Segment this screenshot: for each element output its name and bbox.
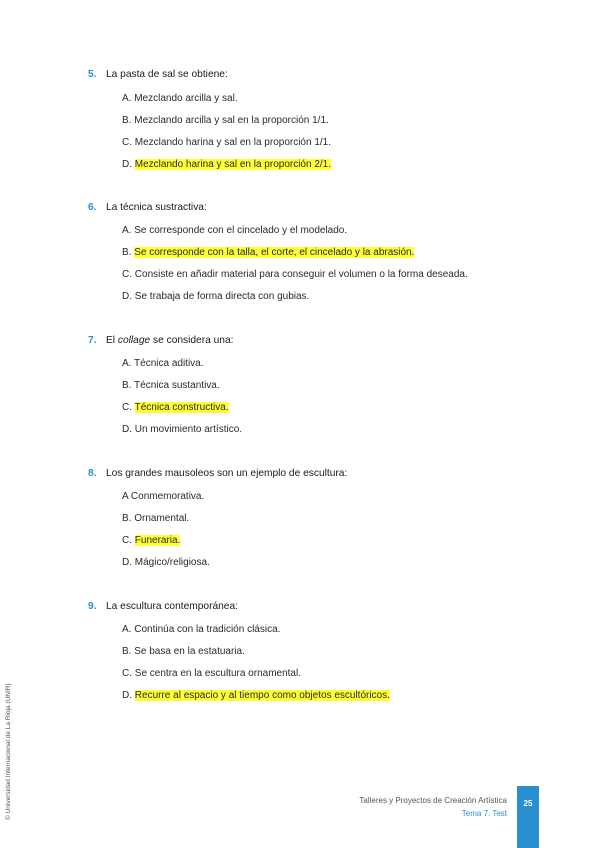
question-6 xyxy=(88,201,558,302)
option-c: C. Técnica constructiva. xyxy=(122,402,229,413)
option-d: D. Se trabaja de forma directa con gubias. xyxy=(122,291,310,302)
option-d: D. Recurre al espacio y al tiempo como objetos escultóricos. xyxy=(122,690,390,701)
option-b-text-highlighted: Se corresponde con la talla, el corte, el cincelado y la abrasión. xyxy=(134,247,415,258)
footer-course-title: Talleres y Proyectos de Creación Artística xyxy=(359,796,507,805)
option-c-text-highlighted: Funeraria. xyxy=(134,535,181,546)
question-number: 9. xyxy=(88,601,97,612)
option-a: A Conmemorativa. xyxy=(122,491,205,502)
option-b: B. Técnica sustantiva. xyxy=(122,380,220,391)
option-c: C. Mezclando harina y sal en la proporción 1/1. xyxy=(122,137,332,148)
question-8 xyxy=(88,467,558,568)
option-a xyxy=(122,92,238,105)
question-8-header xyxy=(88,467,558,481)
question-9 xyxy=(88,600,558,701)
copyright-notice: © Universidad Internacional de La Rioja (UNIR) xyxy=(5,683,12,820)
question-5 xyxy=(88,68,558,170)
page-number: 25 xyxy=(523,799,533,808)
question-number: 6. xyxy=(88,202,97,213)
option-b-text: Mezclando arcilla y sal en la proporción 1/1. xyxy=(134,115,329,126)
option-b: B. Ornamental. xyxy=(122,513,190,524)
option-d: D. Un movimiento artístico. xyxy=(122,424,243,435)
option-d-text-highlighted: Recurre al espacio y al tiempo como objetos escultóricos. xyxy=(134,690,390,701)
question-text: El collage se considera una: xyxy=(106,335,234,346)
footer-topic: Tema 7. Test xyxy=(461,809,507,818)
option-c-text: Consiste en añadir material para conseguir el volumen o la forma deseada. xyxy=(134,269,468,280)
option-b-text: Ornamental. xyxy=(134,513,190,524)
option-a: A. Se corresponde con el cincelado y el modelado. xyxy=(122,225,348,236)
option-b-text: Técnica sustantiva. xyxy=(134,380,220,391)
option-b-text: Se basa en la estatuaria. xyxy=(134,646,245,657)
option-a-text: Continúa con la tradición clásica. xyxy=(134,624,281,635)
question-text: La escultura contemporánea: xyxy=(106,601,238,612)
option-c: C. Se centra en la escultura ornamental. xyxy=(122,668,301,679)
option-c-text: Mezclando harina y sal en la proporción 1/1. xyxy=(134,137,332,148)
option-a-text: Técnica aditiva. xyxy=(134,358,204,369)
question-number: 8. xyxy=(88,468,97,479)
option-d-text: Mágico/religiosa. xyxy=(134,557,210,568)
question-number: 7. xyxy=(88,335,97,346)
page-number-tab xyxy=(517,786,539,848)
option-d-text-highlighted: Mezclando harina y sal en la proporción 2/1. xyxy=(134,159,332,170)
option-b: B. Se basa en la estatuaria. xyxy=(122,646,245,657)
question-6-header xyxy=(88,201,558,215)
italic-term: collage xyxy=(117,335,151,346)
option-d-text: Se trabaja de forma directa con gubias. xyxy=(134,291,310,302)
option-d-text: Un movimiento artístico. xyxy=(134,424,243,435)
option-a-text: Se corresponde con el cincelado y el modelado. xyxy=(134,225,348,236)
question-text: La pasta de sal se obtiene: xyxy=(106,69,228,80)
option-c: C. Consiste en añadir material para conseguir el volumen o la forma deseada. xyxy=(122,269,468,280)
question-text: La técnica sustractiva: xyxy=(106,202,207,213)
option-b: B. Mezclando arcilla y sal en la proporción 1/1. xyxy=(122,115,329,126)
option-a-text: A. Mezclando arcilla y sal. xyxy=(122,93,238,104)
question-text: Los grandes mausoleos son un ejemplo de escultura: xyxy=(106,468,348,479)
option-b: B. Se corresponde con la talla, el corte, el cincelado y la abrasión. xyxy=(122,247,415,258)
option-a-text: Conmemorativa. xyxy=(130,491,205,502)
question-7 xyxy=(88,334,558,435)
question-7-header xyxy=(88,334,558,348)
option-a: A. Técnica aditiva. xyxy=(122,358,204,369)
question-9-header xyxy=(88,600,558,614)
option-c-text: Se centra en la escultura ornamental. xyxy=(134,668,301,679)
question-5-header xyxy=(88,68,558,82)
option-d: D. Mezclando harina y sal en la proporción 2/1. xyxy=(122,159,332,170)
option-d: D. Mágico/religiosa. xyxy=(122,557,210,568)
option-a: A. Continúa con la tradición clásica. xyxy=(122,624,281,635)
option-c-text-highlighted: Técnica constructiva. xyxy=(134,402,229,413)
option-c: C. Funeraria. xyxy=(122,535,181,546)
question-number: 5. xyxy=(88,69,97,80)
